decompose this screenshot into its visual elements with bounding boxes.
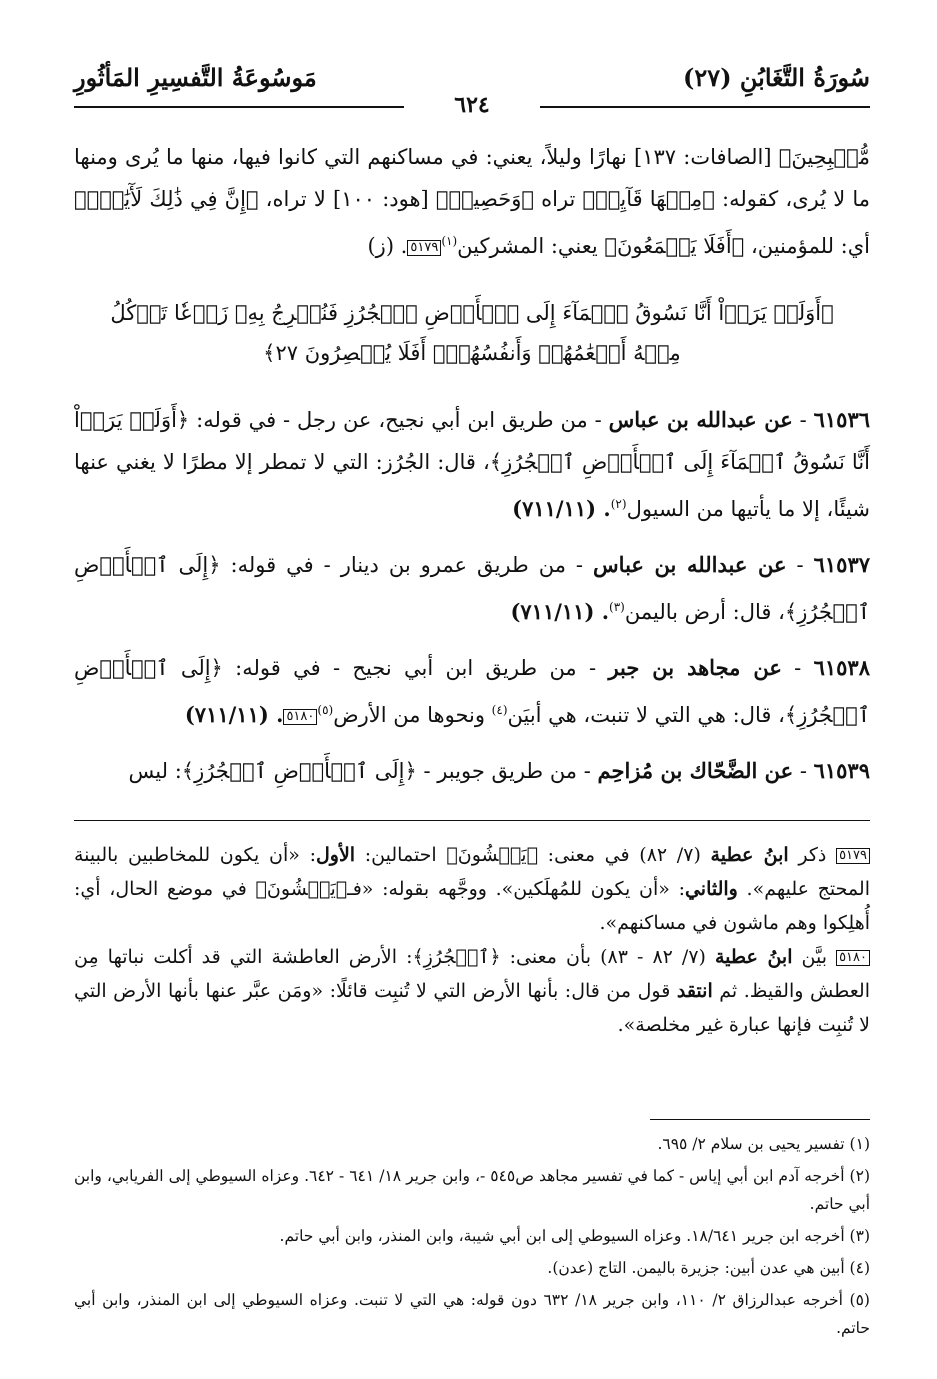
commentary-notes [74,838,870,1042]
page [74,52,871,1337]
footnote: (٣) أخرجه ابن جرير ١٨/٦٤١. وعزاه السيوطي إلى ابن أبي شيبة، وابن المنذر، وابن أبي حاتم. [279,1227,870,1245]
entry: ٦١٥٣٧ - عن عبدالله بن عباس - من طريق عمرو بن دينار - في قوله: ﴿إِلَى ٱلۡأَرۡضِ ٱلۡجُرُزِ﴾، قال: أرض باليمن$^{(٣)}$. (٧١١/١١) [74,552,871,624]
entry: ٦١٥٣٦ - عن عبدالله بن عباس - من طريق ابن أبي نجيح، عن رجل - في قوله: ﴿أَوَلَمۡ يَرَوۡاْ أَنَّا نَسُوقُ ٱلۡمَآءَ إِلَى ٱلۡأَرۡضِ ٱلۡجُرُزِ﴾، قال: الجُرُز: التي لا تمطر إلا مطرًا لا يغني عنها شيئًا، إلا ما يأتيها من السيول$^{(٢)}$. (٧١١/١١) [74,407,871,521]
entry-number: ٦١٥٣٧ [813,552,871,577]
page-number: ٦٢٤ [440,92,503,118]
note-box: ٥١٧٩ [407,240,441,256]
footnote: (٢) أخرجه آدم ابن أبي إياس - كما في تفسير مجاهد ص٥٤٥ -، وابن جرير ١٨/ ٦٤١ - ٦٤٢. وعزاه السيوطي إلى الفريابي، وابن أبي حاتم. [74,1167,870,1213]
entry-number: ٦١٥٣٩ [813,758,870,783]
header-line-left [74,106,404,108]
running-header [74,52,870,92]
narrator: عن عبدالله بن عباس [608,407,793,432]
entry-number: ٦١٥٣٦ [813,407,871,432]
commentary-note: ٥١٧٩ ذكر ابنُ عطية (٧/ ٨٢) في معنى: ﴿يَمۡشُونَ﴾ احتمالين: الأول: «أن يكون للمخاطبين بالبينة المحتج عليهم». والثاني: «أن يكون للمُهلَكين». ووجَّهه بقوله: «فـ﴿يَمۡشُونَ﴾ في موضع الحال، أي: أُهلِكوا وهم ماشون في مساكنهم». [74,844,870,934]
surah-title: سُورَةُ التَّغَابُنِ (٢٧) [683,63,870,92]
paragraph: مُّصۡبِحِينَ﴾ [الصافات: ١٣٧] نهارًا وليلاً، يعني: في مساكنهم التي كانوا فيها، منها ما يُرى ومنها ما لا يُرى، كقوله: ﴿مِنۡهَا قَآيِمٞ﴾ تراه ﴿وَحَصِيدٞ﴾ [هود: ١٠٠] لا تراه، ﴿إِنَّ فِي ذَٰلِكَ لَأٓيَٰتٍۚ﴾ أي: للمؤمنين، ﴿أَفَلَا يَسۡمَعُونَ﴾ يعني: المشركين$^{(١)}$٥١٧٩. (ز) [74,145,871,258]
footnote-ref: (٥) [317,703,334,717]
narrator: عن عبدالله بن عباس [593,552,787,577]
entry-number: ٦١٥٣٨ [813,655,870,680]
entry: ٦١٥٣٩ - عن الضَّحّاك بن مُزاحِم - من طريق جويبر - ﴿إِلَى ٱلۡأَرۡضِ ٱلۡجُرُزِ﴾: ليس [128,758,870,783]
footnote-ref: (٤) [491,703,508,717]
volume-ref: . (٧١١/١١) [510,599,610,624]
footnote: (١) تفسير يحيى بن سلام ٢/ ٦٩٥. [657,1135,870,1153]
footnote: (٤) أبين هي عدن أبين: جزيرة باليمن. التاج (عدن). [547,1259,870,1277]
header-rule [74,92,870,118]
notes-divider [74,820,870,821]
quran-verse: ﴿أَوَلَمۡ يَرَوۡاْ أَنَّا نَسُوقُ ٱلۡمَآءَ إِلَى ٱلۡأَرۡضِ ٱلۡجُرُزِ فَنُخۡرِجُ بِهِۦ زَرۡعٗا تَأۡكُلُ مِنۡهُ أَنۡعَٰمُهُمۡ وَأَنفُسُهُمۡۚ أَفَلَا يُبۡصِرُونَ ٢٧﴾ [110,301,834,365]
footnote-ref: (٣) [609,600,625,614]
header-line-right [540,106,870,108]
footnote-divider [650,1119,870,1120]
commentary-note: ٥١٨٠ بيَّن ابنُ عطية (٧/ ٨٢ - ٨٣) بأن معنى: ﴿ٱلۡجُرُزِ﴾: الأرض العاطشة التي قد أكلت نباتها مِن العطش والقيظ. ثم انتقد قول من قال: بأنها الأرض التي لا تُنبِت قائلًا: «ومَن عبَّر عنها بأنها الأرض التي لا تُنبِت فإنها عبارة غير مخلصة». [74,946,870,1036]
footnotes [74,1130,870,1346]
book-title: مَوسُوعَةُ التَّفسِيرِ المَأثُورِ [74,63,317,92]
main-text [74,136,870,792]
narrator: عن الضَّحّاك بن مُزاحِم [597,758,794,783]
volume-ref: . (٧١١/١١) [184,702,284,727]
note-box: ٥١٧٩ [836,848,870,864]
note-box: ٥١٨٠ [836,950,870,966]
footnote-ref: (٢) [610,497,627,511]
footnote: (٥) أخرجه عبدالرزاق ٢/ ١١٠، وابن جرير ١٨/ ٦٣٢ دون قوله: هي التي لا تنبت. وعزاه السيوطي إلى ابن المنذر، وابن أبي حاتم. [74,1291,870,1337]
note-box: ٥١٨٠ [283,709,317,725]
entry: ٦١٥٣٨ - عن مجاهد بن جبر - من طريق ابن أبي نجيح - في قوله: ﴿إِلَى ٱلۡأَرۡضِ ٱلۡجُرُزِ﴾، قال: هي التي لا تنبت، هي أبيَن$^{(٤)}$ ونحوها من الأرض$^{(٥)}$٥١٨٠. (٧١١/١١) [74,655,870,727]
volume-ref: . (٧١١/١١) [512,496,611,521]
footnote-ref: (١) [441,234,458,248]
narrator: عن مجاهد بن جبر [608,655,782,680]
